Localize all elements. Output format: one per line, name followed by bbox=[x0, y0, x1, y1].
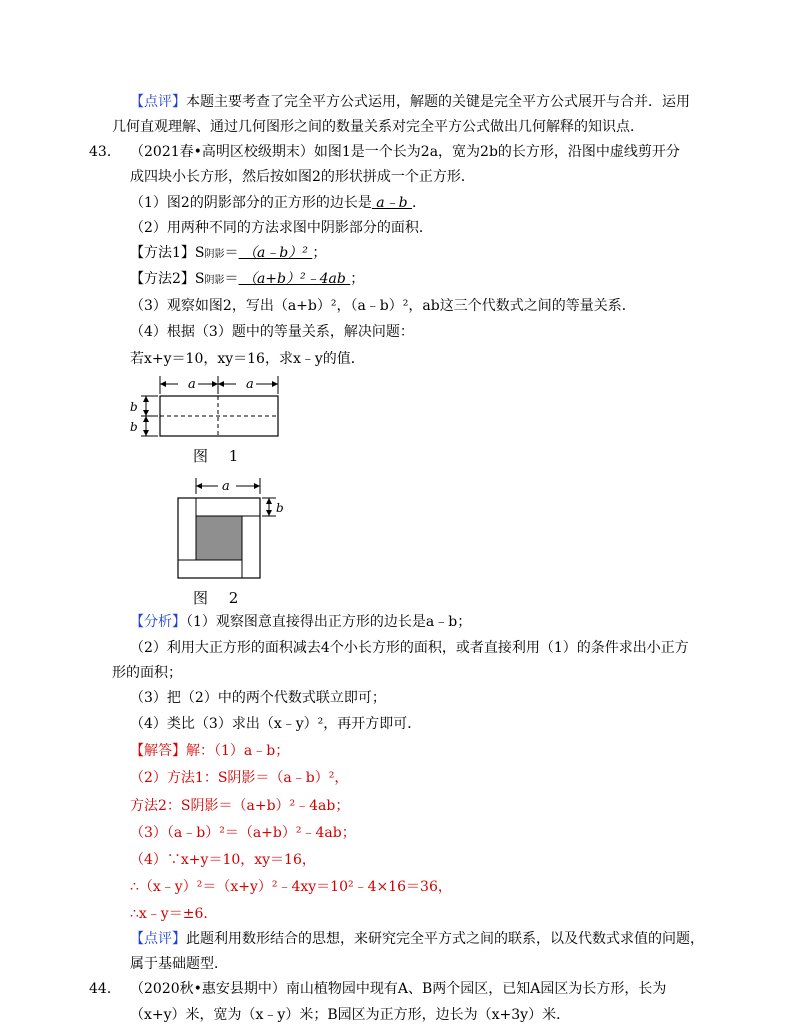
question-number: 43． bbox=[89, 144, 121, 160]
fig2-shaded-square bbox=[196, 516, 242, 560]
review-1-line-2: 几何直观理解、通过几何图形之间的数量关系对完全平方公式做出几何解释的知识点． bbox=[112, 119, 644, 135]
solution-tag: 【解答】 bbox=[130, 743, 186, 759]
review-text: 此题利用数形结合的思想，来研究完全平方式之间的联系，以及代数式求值的问题， bbox=[186, 931, 704, 947]
review-1-line-1 bbox=[130, 92, 690, 112]
analysis-text: （1）观察图意直接得出正方形的边长是a﹣b； bbox=[186, 614, 472, 630]
sub-question-4-condition: 若x+y＝10，xy＝16，求x﹣y的值． bbox=[130, 351, 365, 367]
question-text: （x+y）米，宽为（x﹣y）米；B园区为正方形，边长为（x+3y）米． bbox=[130, 1007, 571, 1023]
solution-line-6: ∴（x﹣y）²＝（x+y）²﹣4xy＝10²﹣4×16＝36， bbox=[130, 879, 452, 895]
sub-question-1 bbox=[130, 193, 426, 213]
punctuation: ； bbox=[312, 245, 327, 261]
question-text: 成四块小长方形，然后按如图2的形状拼成一个正方形． bbox=[130, 169, 475, 185]
solution-text: 解：（1）a﹣b； bbox=[186, 743, 290, 759]
sub-question-3: （3）观察如图2，写出（a+b）²，（a﹣b）²，ab这三个代数式之间的等量关系． bbox=[130, 298, 636, 314]
analysis-line-2: （2）利用大正方形的面积减去4个小长方形的面积，或者直接利用（1）的条件求出小正方 bbox=[130, 640, 689, 656]
sub-question-text: （1）图2的阴影部分的正方形的边长是 bbox=[130, 195, 372, 211]
subscript: 阴影 bbox=[204, 249, 225, 260]
fig2-right-rect bbox=[242, 516, 260, 578]
review-text: 本题主要考查了完全平方公式运用，解题的关键是完全平方公式展开与合并．运用 bbox=[186, 94, 690, 110]
fig2-top-rect bbox=[196, 498, 260, 516]
review-2-line-2: 属于基础题型． bbox=[130, 956, 228, 972]
solution-line-1 bbox=[130, 741, 289, 761]
fig1-label-b: b bbox=[130, 400, 138, 414]
method-label: 【方法1】S bbox=[130, 245, 205, 261]
method-2 bbox=[130, 269, 364, 291]
review-tag: 【点评】 bbox=[130, 94, 186, 110]
fig1-label-b: b bbox=[130, 420, 138, 434]
punctuation: ； bbox=[350, 271, 365, 287]
answer-blank: a﹣b bbox=[371, 195, 413, 211]
figure-1-caption: 图 1 bbox=[193, 447, 247, 465]
review-2-line-1 bbox=[130, 929, 704, 949]
fig2-left-rect bbox=[178, 498, 196, 560]
solution-line-5: （4）∵x+y＝10，xy＝16， bbox=[130, 852, 316, 868]
question-text: （2021春•高明区校级期末）如图1是一个长为2a，宽为2b的长方形，沿图中虚线剪开分 bbox=[130, 144, 680, 160]
fig1-label-a: a bbox=[188, 377, 196, 392]
method-1 bbox=[130, 243, 326, 265]
solution-line-7: ∴x﹣y＝±6． bbox=[130, 906, 218, 922]
review-tag: 【点评】 bbox=[130, 931, 186, 947]
figure-2-caption: 图 2 bbox=[193, 589, 247, 607]
equals: ＝ bbox=[224, 245, 239, 261]
fig1-label-a: a bbox=[246, 377, 254, 392]
answer-blank: （a﹣b）² bbox=[238, 245, 313, 261]
figure-2 bbox=[170, 474, 290, 584]
figure-1 bbox=[128, 372, 288, 442]
fig2-label-b: b bbox=[276, 501, 284, 515]
sub-question-4: （4）根据（3）题中的等量关系，解决问题： bbox=[130, 324, 414, 340]
analysis-line-4: （3）把（2）中的两个代数式联立即可； bbox=[130, 690, 386, 706]
fig2-bottom-rect bbox=[178, 560, 242, 578]
fig2-label-a: a bbox=[222, 479, 230, 494]
question-text: （2020秋•惠安县期中）南山植物园中现有A、B两个园区，已知A园区为长方形，长为 bbox=[130, 981, 667, 997]
subscript: 阴影 bbox=[204, 275, 225, 286]
analysis-tag: 【分析】 bbox=[130, 614, 186, 630]
analysis-line-3: 形的面积； bbox=[112, 665, 182, 681]
solution-line-2: （2）方法1：S阴影＝（a﹣b）²， bbox=[130, 770, 349, 786]
method-label: 【方法2】S bbox=[130, 271, 205, 287]
analysis-line-1 bbox=[130, 612, 471, 632]
solution-line-4: （3）（a﹣b）²＝（a+b）²﹣4ab； bbox=[130, 825, 356, 841]
solution-line-3: 方法2：S阴影＝（a+b）²﹣4ab； bbox=[130, 798, 350, 814]
question-number: 44． bbox=[89, 981, 121, 997]
analysis-line-5: （4）类比（3）求出（x﹣y）²，再开方即可． bbox=[130, 716, 422, 732]
equals: ＝ bbox=[224, 271, 239, 287]
punctuation: ． bbox=[412, 195, 427, 211]
sub-question-2: （2）用两种不同的方法求图中阴影部分的面积． bbox=[130, 220, 433, 236]
answer-blank: （a+b）²﹣4ab bbox=[238, 271, 351, 287]
